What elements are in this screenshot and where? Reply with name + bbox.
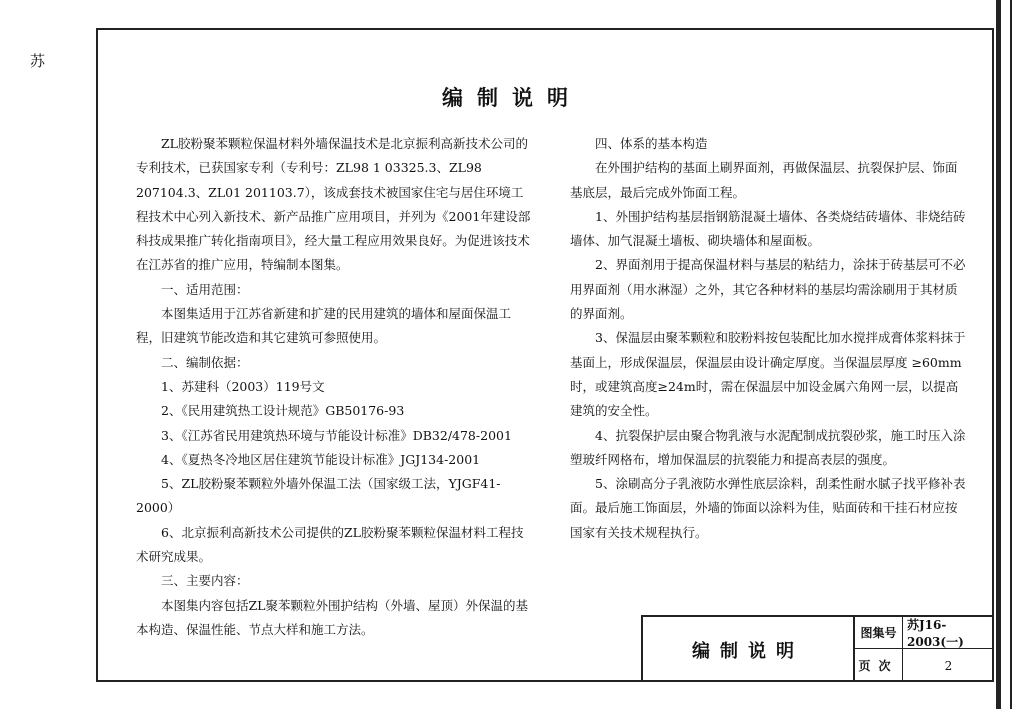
atlas-number-label: 图集号 [855, 617, 903, 649]
edge-mark: 苏 [30, 52, 46, 70]
section-heading-basis: 二、编制依据： [161, 354, 249, 370]
intro-paragraph: ZL胶粉聚苯颗粒保温材料外墙保温技术是北京振利高新技术公司的专利技术，已获国家专利（专利号：ZL98 1 03325.3、ZL98 207104.3、ZL01 201103.7），该成套技术被国家住宅与居住环境工程技术中心列入新技术、新产品推广应用项目，并列为《2001年建设部科技成果推广转化指南项目》，经大量工程应用效果良好。为促进该技术在江苏省的推广应用，特编制本图集。 [136, 136, 531, 273]
basis-item: 4、《夏热冬冷地区居住建筑节能设计标准》JGJ134-2001 [161, 451, 481, 467]
structure-item: 5、涂刷高分子乳液防水弹性底层涂料，刮柔性耐水腻子找平修补表面。最后施工饰面层，外墙的饰面以涂料为佳，贴面砖和干挂石材应按国家有关技术规程执行。 [570, 476, 966, 540]
basis-item: 2、《民用建筑热工设计规范》GB50176-93 [161, 403, 405, 419]
right-column [570, 132, 966, 545]
left-column [136, 132, 532, 642]
basis-item: 5、ZL胶粉聚苯颗粒外墙外保温工法（国家级工法，YJGF41-2000） [136, 476, 501, 516]
page-label: 页次 [855, 649, 903, 682]
title-block-name: 编制说明 [643, 617, 855, 682]
structure-item: 2、界面剂用于提高保温材料与基层的粘结力，涂抹于砖基层可不必用界面剂（用水淋湿）之外，其它各种材料的基层均需涂刷用于其材质的界面剂。 [570, 257, 966, 322]
basis-item: 1、苏建科（2003）119号文 [161, 378, 325, 394]
structure-item: 3、保温层由聚苯颗粒和胶粉料按包装配比加水搅拌成膏体浆料抹于基面上，形成保温层，保温层由设计确定厚度。当保温层厚度 ≥60mm时，或建筑高度≥24m时，需在保温层中加设金属六角网一层，以提高建筑的安全性。 [570, 330, 966, 419]
content-paragraph: 本图集内容包括ZL聚苯颗粒外围护结构（外墙、屋顶）外保温的基本构造、保温性能、节点大样和施工方法。 [136, 597, 528, 637]
page-title: 编制说明 [442, 85, 582, 110]
atlas-number-value: 苏J16-2003(一) [903, 617, 994, 649]
basis-item: 6、北京振利高新技术公司提供的ZL胶粉聚苯颗粒保温材料工程技术研究成果。 [136, 524, 524, 565]
section-heading-content: 三、主要内容： [161, 573, 249, 589]
page-number: 2 [944, 658, 953, 673]
title-block [641, 615, 994, 682]
section-heading-scope: 一、适用范围： [161, 281, 249, 297]
basis-item: 3、《江苏省民用建筑热环境与节能设计标准》DB32/478-2001 [161, 427, 512, 443]
structure-item: 4、抗裂保护层由聚合物乳液与水泥配制成抗裂砂浆，施工时压入涂塑玻纤网格布，增加保温层的抗裂能力和提高表层的强度。 [570, 427, 966, 467]
structure-item: 1、外围护结构基层指钢筋混凝土墙体、各类烧结砖墙体、非烧结砖墙体、加气混凝土墙板、砌块墙体和屋面板。 [570, 208, 966, 249]
structure-paragraph: 在外围护结构的基面上刷界面剂，再做保温层、抗裂保护层、饰面基底层，最后完成外饰面工程。 [570, 160, 958, 200]
scope-paragraph: 本图集适用于江苏省新建和扩建的民用建筑的墙体和屋面保温工程，旧建筑节能改造和其它建筑可参照使用。 [136, 306, 512, 346]
section-heading-structure: 四、体系的基本构造 [595, 136, 708, 151]
